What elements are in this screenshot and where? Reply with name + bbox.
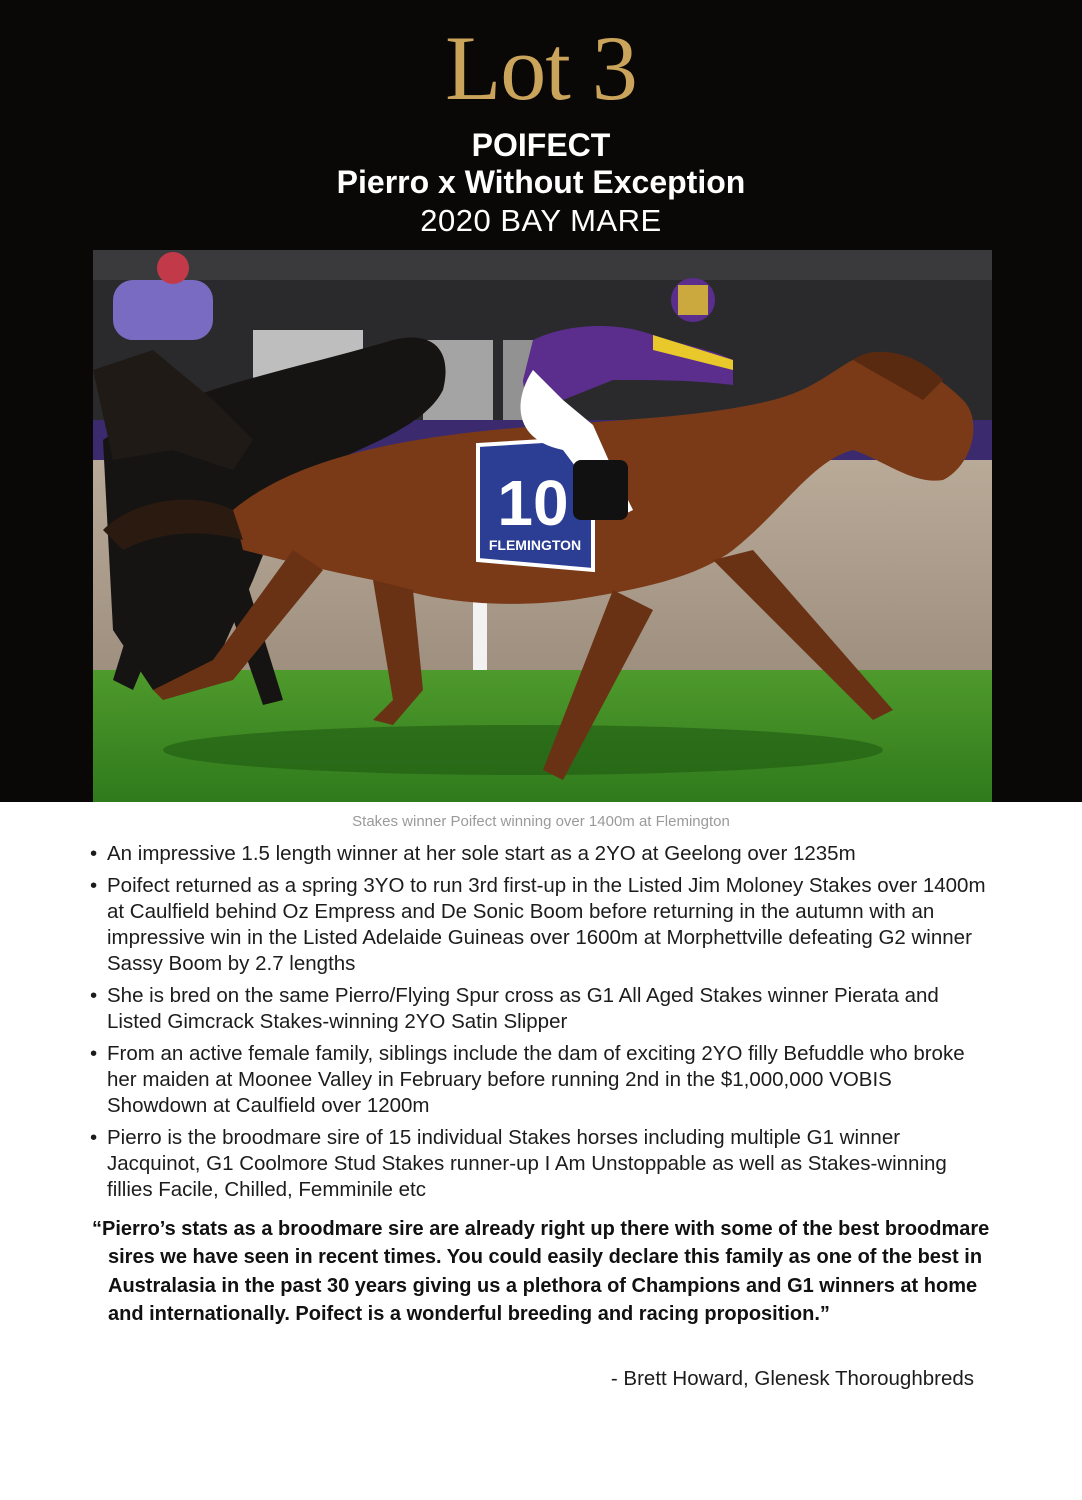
saddle-cloth-text: FLEMINGTON <box>488 537 582 553</box>
quote-attribution: - Brett Howard, Glenesk Thoroughbreds <box>610 1367 974 1390</box>
list-item: • An impressive 1.5 length winner at her sole start as a 2YO at Geelong over 1235m <box>88 841 988 867</box>
list-item: • Poifect returned as a spring 3YO to run 3rd first-up in the Listed Jim Moloney Stakes over 1400m at Caulfield behind Oz Empress and De Sonic Boom before returning in the autumn with an impressive win in the Listed Adelaide Guineas over 1600m at Morphettville defeating G2 winner Sassy Boom by 2.7 lengths <box>88 873 988 977</box>
horse-name: POIFECT <box>471 127 611 163</box>
pedigree: Pierro x Without Exception <box>336 164 746 200</box>
testimonial-quote: “Pierro’s stats as a broodmare sire are already right up there with some of the best broodmare sires we have seen in recent times. You could easily declare this family as one of the best in Australasia in the past 30 years giving us a plethora of Champions and G1 winners at home and internationally. Poifect is a wonderful breeding and racing proposition.” <box>92 1218 990 1325</box>
list-item: • From an active female family, siblings include the dam of exciting 2YO filly Befuddle who broke her maiden at Moonee Valley in February before running 2nd in the $1,000,000 VOBIS Showdown at Caulfield over 1200m <box>88 1041 988 1119</box>
list-item: • Pierro is the broodmare sire of 15 individual Stakes horses including multiple G1 winner Jacquinot, G1 Coolmore Stud Stakes runner-up I Am Unstoppable as well as Stakes-winning fillies Facile, Chilled, Femminile etc <box>88 1125 988 1203</box>
saddle-cloth-number: 10 <box>497 467 569 539</box>
lot-title: Lot 3 <box>445 17 637 119</box>
horse-descriptor: 2020 BAY MARE <box>420 203 662 238</box>
race-photo <box>93 250 992 802</box>
highlights-list <box>88 841 988 1209</box>
photo-caption: Stakes winner Poifect winning over 1400m at Flemington <box>352 813 730 830</box>
list-item: • She is bred on the same Pierro/Flying Spur cross as G1 All Aged Stakes winner Pierata and Listed Gimcrack Stakes-winning 2YO Satin Slipper <box>88 983 988 1035</box>
